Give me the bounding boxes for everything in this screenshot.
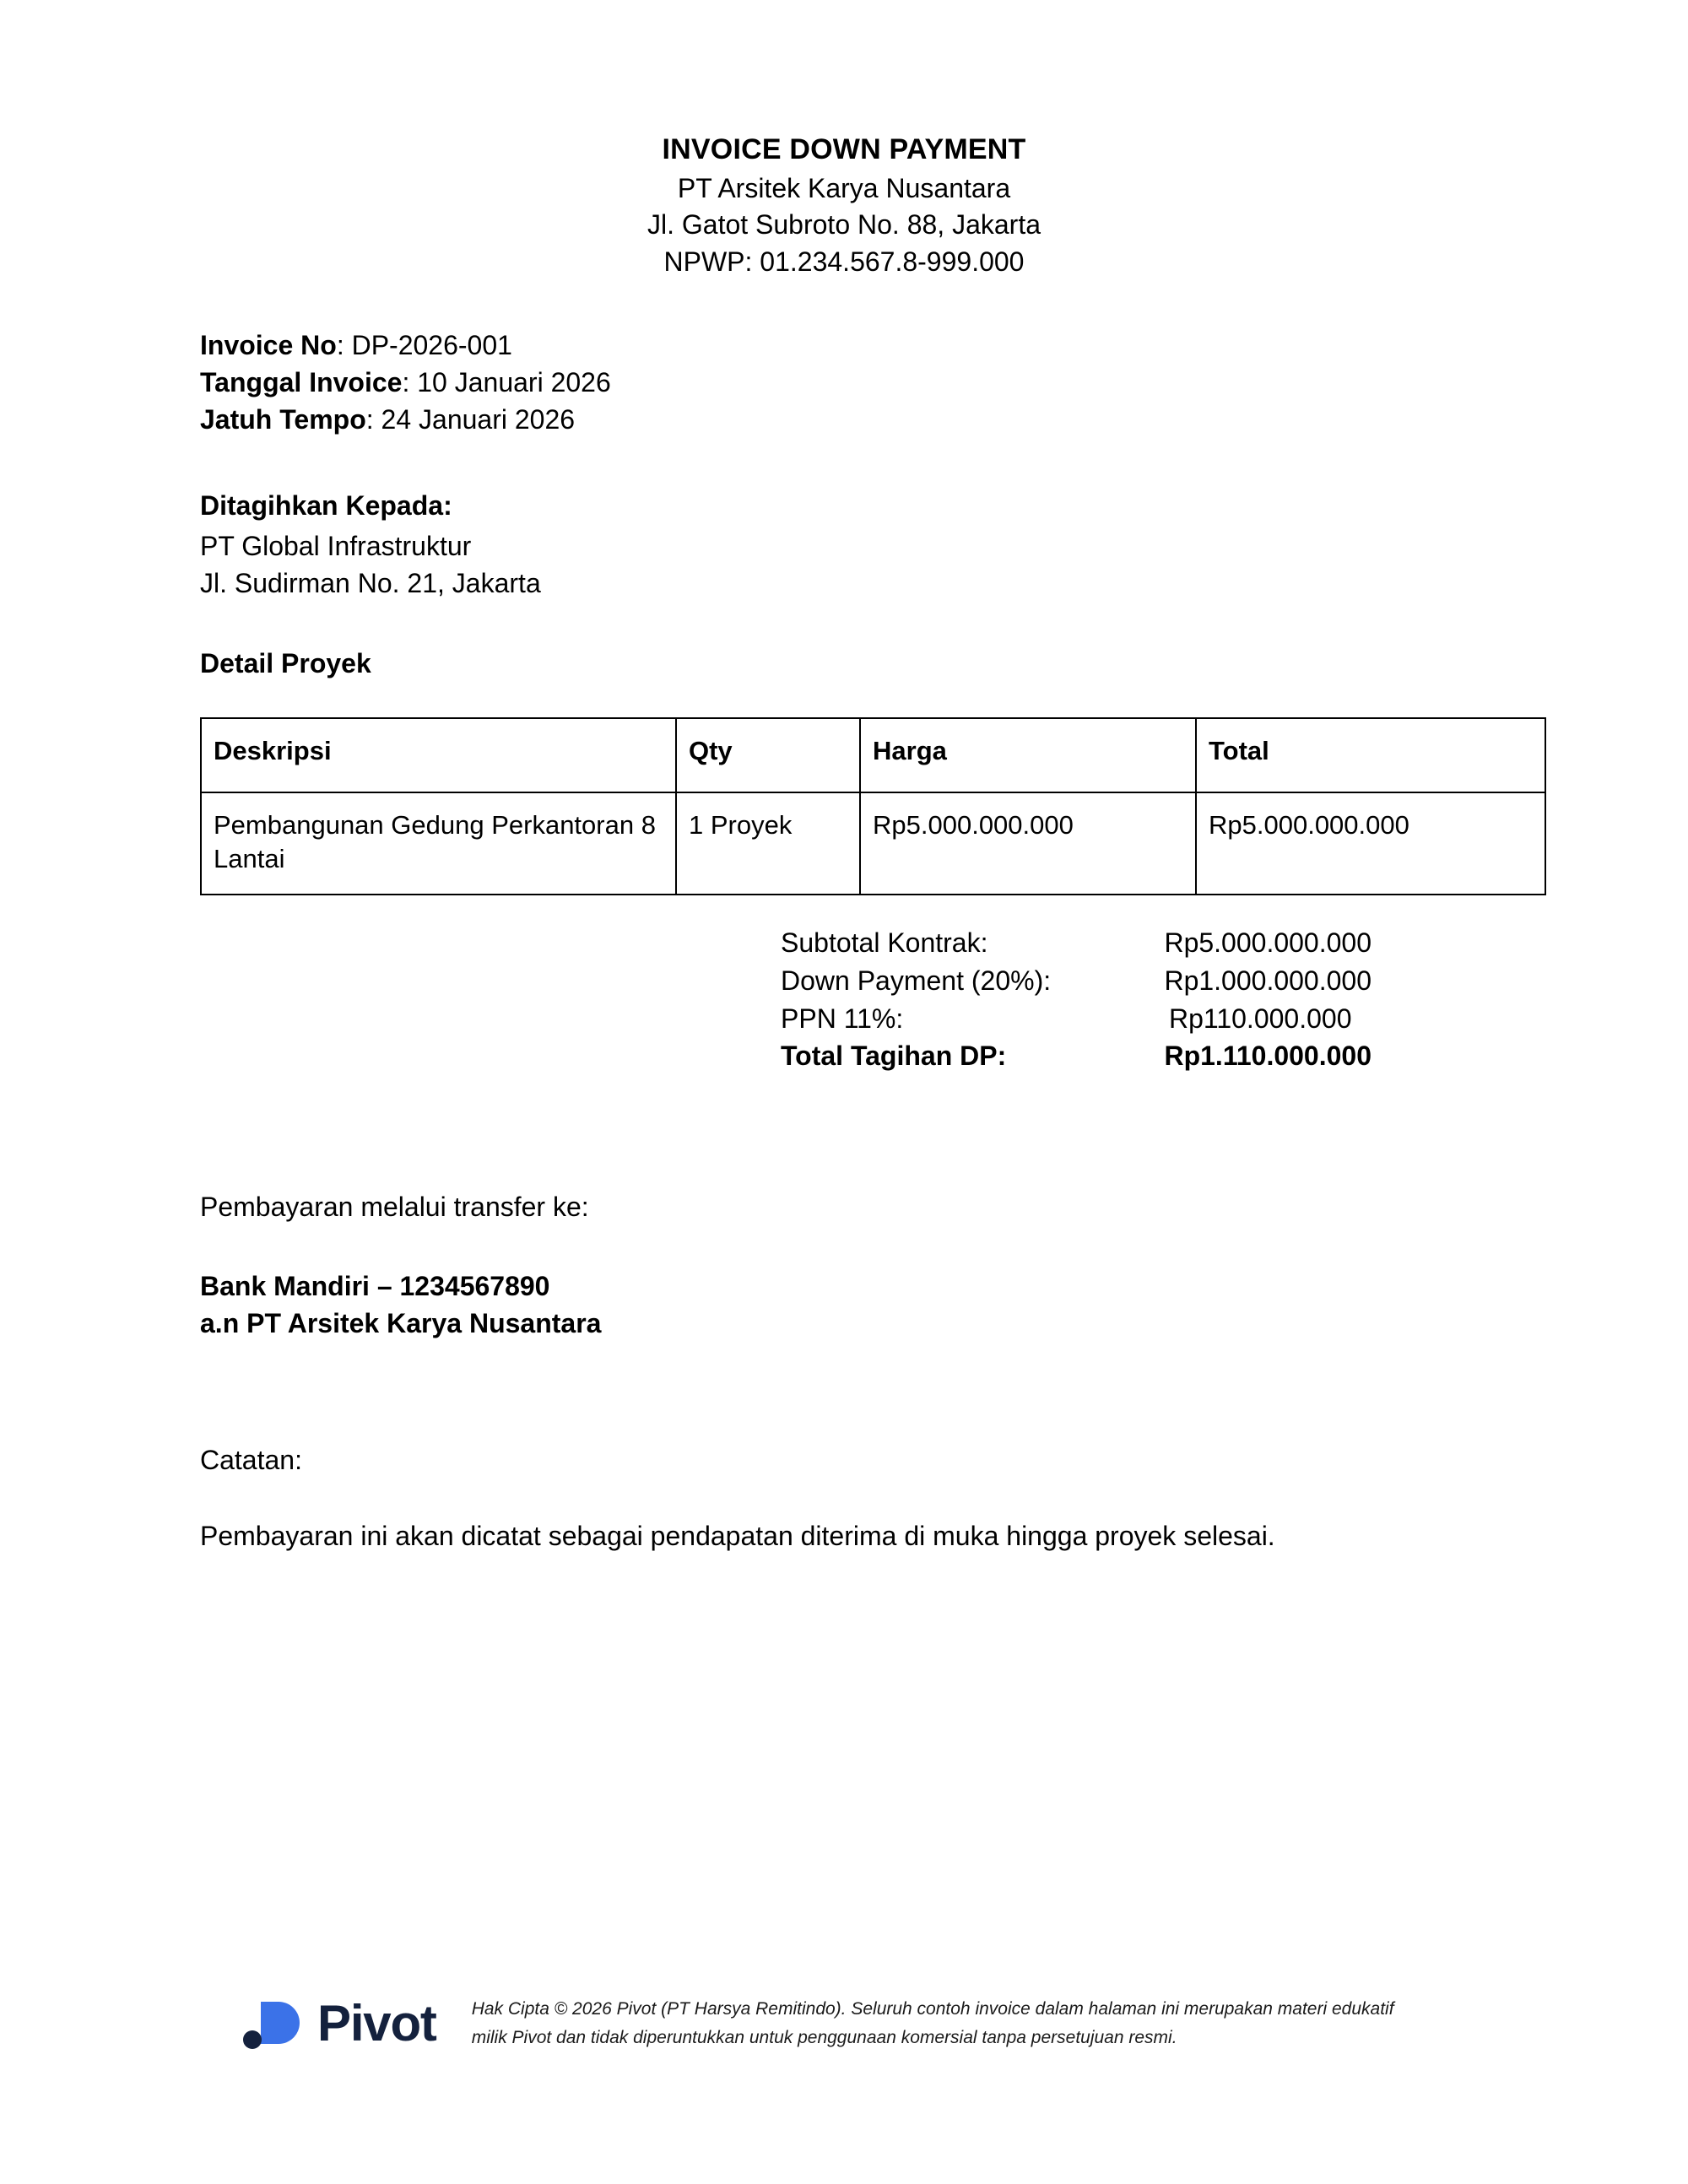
copyright-line-1: Hak Cipta © 2026 Pivot (PT Harsya Remitindo). Seluruh contoh invoice dalam halaman ini merupakan materi edukatif [471, 1998, 1394, 2019]
grand-total-value: Rp1.110.000.000 [1164, 1041, 1372, 1072]
invoice-date-line [200, 365, 611, 402]
table-header-row [201, 718, 1545, 792]
copyright-line-2: milik Pivot dan tidak diperuntukkan untuk penggunaan komersial tanpa persetujuan resmi. [471, 2028, 1177, 2047]
bill-to-section [200, 488, 541, 602]
bill-to-heading: Ditagihkan Kepada: [200, 490, 452, 521]
totals-row-subtotal [781, 924, 1372, 962]
ppn-label: PPN 11%: [781, 1003, 904, 1034]
invoice-number-value: : DP-2026-001 [336, 330, 512, 360]
grand-total-label: Total Tagihan DP: [781, 1041, 1007, 1072]
issuer-npwp: NPWP: 01.234.567.8-999.000 [663, 246, 1025, 277]
bank-name-and-account: Bank Mandiri – 1234567890 [200, 1271, 550, 1301]
invoice-number-line [200, 327, 611, 365]
invoice-meta [200, 327, 611, 438]
pivot-wordmark: Pivot [317, 1995, 436, 2052]
cell-harga: Rp5.000.000.000 [860, 792, 1196, 895]
detail-proyek-heading: Detail Proyek [200, 648, 371, 678]
totals-row-ppn [781, 1000, 1372, 1038]
totals-row-down-payment [781, 962, 1372, 1000]
bill-to-address: Jl. Sudirman No. 21, Jakarta [200, 567, 541, 598]
down-payment-label: Down Payment (20%): [781, 965, 1052, 996]
copyright-notice [472, 1995, 1394, 2052]
issuer-company-name: PT Arsitek Karya Nusantara [677, 172, 1011, 203]
bank-account-holder: a.n PT Arsitek Karya Nusantara [200, 1307, 602, 1338]
subtotal-value: Rp5.000.000.000 [1164, 927, 1372, 958]
cell-deskripsi: Pembangunan Gedung Perkantoran 8 Lantai [201, 792, 676, 895]
due-date-label: Jatuh Tempo [200, 403, 366, 435]
bank-details [200, 1268, 601, 1343]
totals-summary [781, 924, 1372, 1075]
ppn-value: Rp110.000.000 [1169, 1003, 1352, 1034]
line-items-table [200, 717, 1546, 895]
subtotal-label: Subtotal Kontrak: [781, 927, 988, 958]
table-row [201, 792, 1545, 895]
page-footer [236, 1987, 1536, 2060]
cell-total: Rp5.000.000.000 [1196, 792, 1545, 895]
column-header-deskripsi: Deskripsi [201, 718, 676, 792]
invoice-date-value: : 10 Januari 2026 [402, 366, 611, 397]
down-payment-value: Rp1.000.000.000 [1164, 965, 1372, 996]
due-date-line [200, 402, 611, 439]
payment-instruction-text: Pembayaran melalui transfer ke: [200, 1192, 589, 1222]
column-header-harga: Harga [860, 718, 1196, 792]
page-title: INVOICE DOWN PAYMENT [662, 133, 1026, 165]
document-header [0, 131, 1688, 280]
invoice-date-label: Tanggal Invoice [200, 366, 403, 397]
pivot-logo [236, 1987, 436, 2060]
cell-qty: 1 Proyek [676, 792, 860, 895]
invoice-number-label: Invoice No [200, 330, 337, 360]
column-header-total: Total [1196, 718, 1545, 792]
notes-body: Pembayaran ini akan dicatat sebagai pendapatan diterima di muka hingga proyek selesai. [200, 1521, 1275, 1551]
totals-row-grand-total [781, 1037, 1372, 1075]
due-date-value: : 24 Januari 2026 [365, 403, 576, 435]
pivot-mark-icon [236, 1987, 309, 2060]
bill-to-name: PT Global Infrastruktur [200, 530, 472, 561]
issuer-address: Jl. Gatot Subroto No. 88, Jakarta [647, 209, 1041, 241]
notes-heading: Catatan: [200, 1445, 302, 1475]
column-header-qty: Qty [676, 718, 860, 792]
